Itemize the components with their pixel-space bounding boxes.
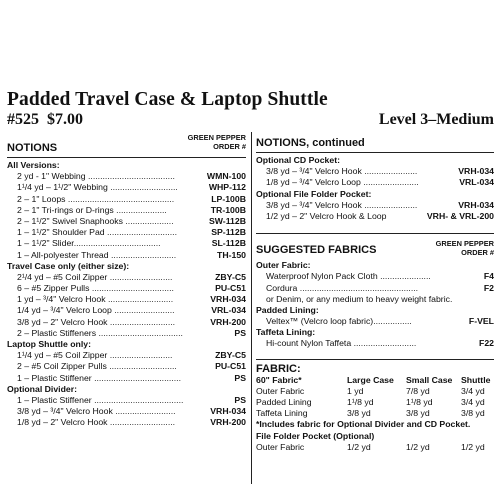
item-code: F2 xyxy=(483,282,494,293)
item-label: 6 – #5 Zipper Pulls .................................. xyxy=(17,283,174,294)
item-code: PS xyxy=(234,327,246,338)
notion-row xyxy=(7,194,246,205)
pattern-price: $7.00 xyxy=(47,111,83,128)
row-label: Outer Fabric xyxy=(256,385,305,396)
item-label: or Denim, or any medium to heavy weight fabric. xyxy=(266,293,453,304)
notion-row xyxy=(256,200,494,211)
notions-heading: NOTIONS xyxy=(7,142,58,154)
item-label: 3/8 yd – ³/4" Velcro Hook ...................... xyxy=(266,166,418,177)
item-label: Cordura ................................................. xyxy=(266,282,419,293)
group-title: Outer Fabric: xyxy=(256,260,311,271)
item-code: PU-C51 xyxy=(215,283,246,294)
item-label: 2¹/4 yd – #5 Coil Zipper .......................... xyxy=(17,271,173,282)
item-label: 1/8 yd – 2" Velcro Hook ........................... xyxy=(17,417,176,428)
yardage-cell: 3/8 yd xyxy=(347,408,371,419)
notion-row xyxy=(256,211,494,222)
notion-row xyxy=(7,272,246,283)
item-label: 1/8 yd – ³/4" Velcro Loop ....................... xyxy=(266,177,419,188)
notion-row xyxy=(7,305,246,316)
yardage-cell: 1/2 yd xyxy=(461,441,485,452)
notion-row xyxy=(7,395,246,406)
notion-row xyxy=(7,171,246,182)
notions-groups xyxy=(7,160,246,429)
fabric-footnote: *Includes fabric for Optional Divider and CD Pocket. xyxy=(256,419,471,430)
item-label: 3/8 yd – 2" Velcro Hook ........................... xyxy=(17,316,176,327)
notion-row xyxy=(7,227,246,238)
yardage-cell: 1¹/8 yd xyxy=(406,397,433,407)
item-code: PS xyxy=(234,394,246,405)
row-label: Outer Fabric xyxy=(256,441,305,452)
item-code: ZBY-C5 xyxy=(215,350,246,361)
notions-rule xyxy=(7,157,246,158)
row-label: 60" Fabric* xyxy=(256,374,302,385)
notion-row xyxy=(7,361,246,372)
fabric-table-row xyxy=(256,375,494,386)
notion-row xyxy=(7,373,246,384)
item-label: 1 – All-polyester Thread ........................... xyxy=(17,249,177,260)
group-title: Optional File Folder Pocket: xyxy=(256,188,372,199)
item-code: F4 xyxy=(483,271,494,282)
yardage-cell: 7/8 yd xyxy=(406,385,430,396)
notion-row xyxy=(256,271,494,282)
item-label: 3/8 yd – ³/4" Velcro Hook ...................... xyxy=(266,199,418,210)
notions-continued-section xyxy=(256,132,494,453)
item-code: TR-100B xyxy=(210,204,246,215)
notion-row xyxy=(256,166,494,177)
fabric-table-row xyxy=(256,442,494,453)
notion-row xyxy=(7,294,246,305)
fabrics-brand-line1: GREEN PEPPER xyxy=(435,239,494,249)
fabric-subheading: File Folder Pocket (Optional) xyxy=(256,430,375,441)
brand-header-line1: GREEN PEPPER xyxy=(187,133,246,142)
pattern-number-price xyxy=(7,111,83,129)
pattern-title: Padded Travel Case & Laptop Shuttle xyxy=(7,89,328,110)
yardage-cell: Small Case xyxy=(406,374,453,385)
group-title: Taffeta Lining: xyxy=(256,327,316,338)
notion-row xyxy=(256,338,494,349)
item-code: SP-112B xyxy=(211,227,246,238)
item-code: WHP-112 xyxy=(208,182,246,193)
item-code: PS xyxy=(234,372,246,383)
fabrics-brand-line2: ORDER # xyxy=(461,247,494,257)
item-code: F-VEL xyxy=(468,316,494,327)
row-label: Padded Lining xyxy=(256,397,312,407)
fabric-table-heading: FABRIC: xyxy=(256,362,301,375)
item-code: TH-150 xyxy=(217,249,246,260)
notion-row xyxy=(7,250,246,261)
yardage-cell: Large Case xyxy=(347,374,394,385)
item-label: 2 – Plastic Stiffeners ................................... xyxy=(17,327,183,338)
brand-header-line2: ORDER # xyxy=(213,141,246,151)
notions-continued-groups xyxy=(256,155,494,222)
fabric-table-row xyxy=(256,386,494,397)
notions-continued-rule xyxy=(256,152,494,153)
item-label: 2 yd - 1" Webbing .................................... xyxy=(17,171,175,182)
column-divider xyxy=(251,132,252,484)
notion-row xyxy=(7,328,246,339)
fabrics-heading: SUGGESTED FABRICS xyxy=(256,244,377,257)
item-label: 2 – 1" Loops ............................................ xyxy=(17,193,175,204)
notions-section xyxy=(7,132,246,429)
notion-row xyxy=(7,350,246,361)
yardage-cell: 1 yd xyxy=(347,385,364,396)
item-code: VRH-034 xyxy=(458,199,494,210)
group-title: Optional Divider: xyxy=(7,383,77,394)
yardage-cell: 1/2 yd xyxy=(347,441,371,452)
notion-row xyxy=(7,283,246,294)
item-label: 2 – 1" Tri-rings or D-rings ..................... xyxy=(17,204,167,215)
item-code: F22 xyxy=(479,338,494,349)
notion-row xyxy=(256,316,494,327)
skill-level: Level 3–Medium xyxy=(378,111,494,128)
notion-row xyxy=(7,238,246,249)
fabric-table-row xyxy=(256,408,494,419)
yardage-cell: 3/4 yd xyxy=(461,385,485,396)
group-title: Travel Case only (either size): xyxy=(7,260,130,271)
fabrics-header xyxy=(256,236,494,260)
item-label: 1 – Plastic Stiffener ..................................... xyxy=(17,394,184,405)
fabric-table xyxy=(256,375,494,453)
item-code: VRL-034 xyxy=(211,305,246,316)
notion-row xyxy=(7,182,246,193)
item-code: ZBY-C5 xyxy=(215,271,246,282)
notion-row xyxy=(7,406,246,417)
item-code: VRL-034 xyxy=(459,177,494,188)
yardage-cell: Shuttle xyxy=(461,374,491,385)
item-label: Hi-count Nylon Taffeta .......................... xyxy=(266,338,417,349)
yardage-cell: 3/4 yd xyxy=(461,397,485,407)
item-code: WMN-100 xyxy=(206,171,246,182)
item-label: 1¹/4 yd – 1¹/2" Webbing ............................ xyxy=(17,182,178,193)
notion-row xyxy=(7,317,246,328)
item-code: PU-C51 xyxy=(215,361,246,372)
item-label: 3/8 yd – ³/4" Velcro Hook ......................... xyxy=(17,406,176,417)
yardage-cell: 1/2 yd xyxy=(406,441,430,452)
group-title: All Versions: xyxy=(7,160,60,170)
item-code: VRH-034 xyxy=(210,406,246,417)
item-label: 1 – Plastic Stiffener .................................... xyxy=(17,372,181,383)
item-code: VRH-200 xyxy=(210,417,246,428)
group-title: Laptop Shuttle only: xyxy=(7,339,91,349)
item-code: SW-112B xyxy=(208,215,246,226)
notion-row xyxy=(256,177,494,188)
notion-row xyxy=(256,283,494,294)
item-label: 1/2 yd – 2" Velcro Hook & Loop xyxy=(266,210,387,221)
fabrics-order-header xyxy=(436,240,494,257)
item-label: 1 – 1¹/2" Shoulder Pad ............................. xyxy=(17,227,178,238)
row-label: Taffeta Lining xyxy=(256,408,308,419)
order-number-header xyxy=(188,134,246,151)
item-code: VRH-034 xyxy=(210,294,246,305)
yardage-cell: 3/8 yd xyxy=(461,408,485,419)
item-label: Veltex™ (Velcro loop fabric)................ xyxy=(266,316,412,327)
fabrics-top-rule xyxy=(256,233,494,234)
item-label: 2 – 1¹/2" Swivel Snaphooks .................... xyxy=(17,215,174,226)
item-label: 1 – 1¹/2" Slider.................................... xyxy=(17,238,161,249)
item-label: 1¹/4 yd – #5 Coil Zipper .......................... xyxy=(17,350,173,361)
item-code: VRH- & VRL-200 xyxy=(426,210,494,221)
notion-row xyxy=(7,417,246,428)
notions-header xyxy=(7,132,246,154)
item-code: SL-112B xyxy=(211,238,246,249)
item-code: VRH-200 xyxy=(210,316,246,327)
item-code: VRH-034 xyxy=(458,166,494,177)
notion-row xyxy=(7,205,246,216)
notion-row xyxy=(7,216,246,227)
notion-row xyxy=(256,294,494,305)
group-title: Optional CD Pocket: xyxy=(256,155,340,165)
item-label: 1 yd – ³/4" Velcro Hook ........................... xyxy=(17,294,174,305)
pattern-number: #525 xyxy=(7,111,39,128)
fabric-groups xyxy=(256,260,494,350)
yardage-cell: 1¹/8 yd xyxy=(347,397,374,407)
item-label: 2 – #5 Coil Zipper Pulls ............................ xyxy=(17,361,177,372)
fabric-table-row xyxy=(256,397,494,408)
item-code: LP-100B xyxy=(211,193,246,204)
yardage-cell: 3/8 yd xyxy=(406,408,430,419)
fabric-table-rule xyxy=(256,359,494,360)
item-label: Waterproof Nylon Pack Cloth ..................... xyxy=(266,271,431,282)
notions-continued-heading: NOTIONS, continued xyxy=(256,137,365,149)
item-label: 1/4 yd – ³/4" Velcro Loop ......................... xyxy=(17,305,175,316)
group-title: Padded Lining: xyxy=(256,304,319,315)
